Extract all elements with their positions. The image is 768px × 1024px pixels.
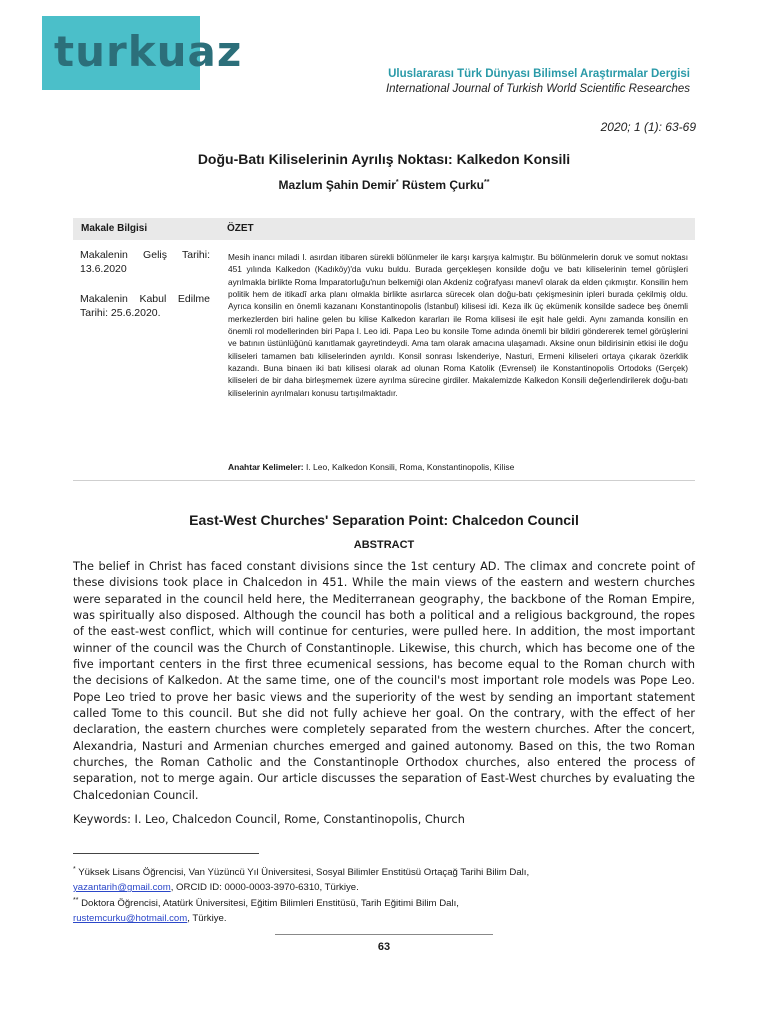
journal-title-tr: Uluslararası Türk Dünyası Bilimsel Araştırmalar Dergisi	[388, 68, 690, 80]
authors	[0, 178, 768, 192]
citation: 2020; 1 (1): 63-69	[600, 120, 696, 134]
anahtar-label: Anahtar Kelimeler:	[228, 462, 304, 472]
ozet-heading: ÖZET	[227, 223, 254, 234]
footnote-1-mark: *	[73, 866, 76, 873]
footnote-divider	[73, 853, 259, 854]
author-1: Mazlum Şahin Demir	[278, 178, 396, 192]
author-2: Rüstem Çurku	[401, 178, 484, 192]
logo-text: turkuaz	[54, 27, 243, 76]
info-box-divider	[73, 480, 695, 481]
footnote-2-mark: **	[73, 897, 79, 904]
footnote-2-email-link[interactable]: rustemcurku@hotmail.com	[73, 913, 188, 925]
page-bottom-divider	[275, 934, 493, 935]
journal-logo	[42, 16, 243, 90]
ozet-text: Mesih inancı miladi I. asırdan itibaren sürekli bölünmeler ile karşı karşıya kalmıştır. Bu bölünmelerin doruk ve somut noktası 451 yılında Kalkedon (Kadıköy)'da vuku buldu. Burada gerçekleşen konsilde doğu ve batı kiliselerinin temel görüşleri ayrılmakla birlikte Roma İmparatorluğu'nun belkemiği olan Akdeniz coğrafyası manevî olarak da elden çıkmıştır. Konsilin hem politik hem de itikadî arka planı olmakla birlikte asırlarca sürecek olan doğu-batı çekişmesinin ipleri burada çekilmiş oldu. Ayrıca konsilin en önemli kazananı Konstantinopolis (İstanbul) kilisesi idi. Keza ilk üç ekümenik konsilde sadece beş önemli merkezlerden biri haline gelen bu kilise Kalkedon kararları ile Roma kilisesi ile eşit hale geldi. Aynı zamanda konsilin en önemli rol modellerinden biri Papa I. Leo idi. Papa Leo bu konsile Tome adında önemli bir bildiri göndererek temel görüşlerini ve batının üstünlüğünü kanıtlamak gayretindeydi. Ama tam olarak amacına ulaşamadı. Aksine onun bildirisinin etkisi ile doğu kiliseleri tamamen batı kiliselerinden ayrıldı. Konsil sonrası İskenderiye, Nasturi, Ermeni kiliseleri ortaya çıkarak özerklik kazandı. Buna binaen iki batı kilisesi olarak ad olunan Roma Katolik (Evrensel) ile Konstantinopolis Ortodoks (Gerçek) kiliseleri de bir daha birleşmemek üzere ayrılma sürecine girdiler. Makalemizde Kalkedon Konsili değerlendirilerek doğu-batı kiliselerinin ayrılmaları konusu tartışılmaktadır.	[228, 252, 688, 398]
footnote-2-text: Doktora Öğrencisi, Atatürk Üniversitesi, Eğitim Bilimleri Enstitüsü, Tarih Eğitimi Bilim Dalı,	[78, 898, 459, 910]
received-date: Makalenin Geliş Tarihi: 13.6.2020	[80, 249, 210, 275]
author-1-mark: *	[395, 179, 399, 186]
author-2-mark: **	[484, 179, 490, 186]
article-title-tr: Doğu-Batı Kiliselerinin Ayrılış Noktası: Kalkedon Konsili	[197, 151, 571, 167]
footnote-2	[73, 893, 695, 926]
page-number: 63	[377, 941, 391, 953]
keywords-en: Keywords: I. Leo, Chalcedon Council, Rome, Constantinopolis, Church	[73, 813, 465, 826]
footnote-1	[73, 862, 695, 895]
footnote-1-text: Yüksek Lisans Öğrencisi, Van Yüzüncü Yıl Üniversitesi, Sosyal Bilimler Enstitüsü Ortaçağ Tarihi Bilim Dalı,	[75, 867, 530, 879]
footnote-1-tail: , ORCID ID: 0000-0003-3970-6310, Türkiye.	[170, 882, 359, 894]
footnote-1-email-link[interactable]: yazantarih@gmail.com	[73, 882, 171, 894]
abstract-heading: ABSTRACT	[353, 539, 415, 551]
article-info-heading: Makale Bilgisi	[81, 223, 148, 234]
footnote-2-tail: , Türkiye.	[187, 913, 227, 925]
anahtar-value: I. Leo, Kalkedon Konsili, Roma, Konstantinopolis, Kilise	[303, 462, 515, 472]
abstract-text: The belief in Christ has faced constant divisions since the 1st century AD. The climax and concrete point of these divisions took place in Chalcedon in 451. While the main views of the eastern and western churches were separated in the council held here, the Mediterranean geography, the backbone of the Roman Empire, was spiritually also disposed. Although the council has both a political and a religious background, the ropes of the east-west conflict, which will continue for centuries, were pulled here. In addition, the most important winner of the council was the Church of Constantinople. Likewise, this church, which has become one of the five important centers in the first three ecumenical sessions, has become equal to the Roman church with the decisions of Kalkedon. At the same time, one of the council's most important role models was Pope Leo. Pope Leo tried to prove her basic views and the superiority of the west by sending an important statement called Tome to this council. But she did not fully achieve her goal. On the contrary, with the effect of her declaration, the eastern churches were completely separated from the western churches. After the concert, Alexandria, Nasturi and Armenian churches emerged and gained autonomy. Based on this, the two Roman churches, the Roman Catholic and the Constantinople Orthodox churches, also entered the process of separation, not to merge again. Our article discusses the separation of East-West churches by evaluating the Chalcedonian Council.	[73, 560, 695, 802]
info-box-header	[73, 218, 695, 240]
article-title-en: East-West Churches' Separation Point: Chalcedon Council	[189, 512, 579, 528]
journal-title-en: International Journal of Turkish World Scientific Researches	[385, 83, 690, 95]
anahtar-kelimeler	[228, 462, 688, 472]
accepted-date: Makalenin Kabul Edilme Tarihi: 25.6.2020.	[80, 293, 210, 319]
